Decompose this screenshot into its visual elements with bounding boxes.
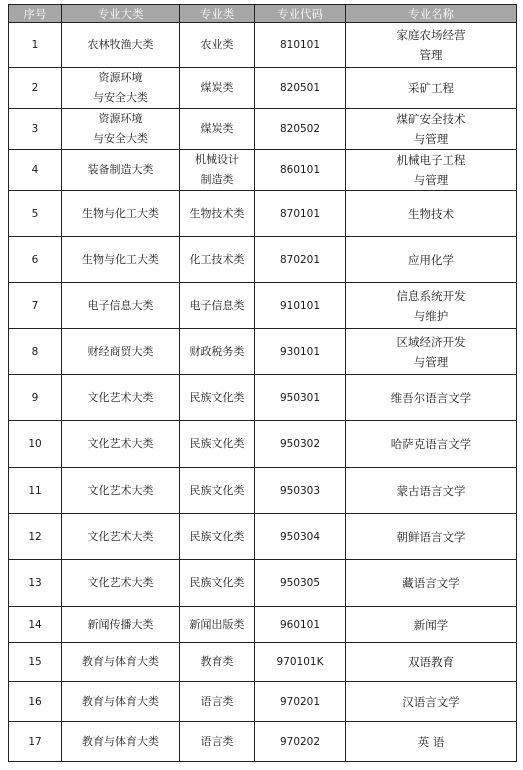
major-name-cell [346,329,517,375]
major-category-cell [62,150,180,191]
major-category-cell-line: 教育与体育大类 [82,655,159,668]
major-name-cell-line: 哈萨克语言文学 [390,437,472,451]
major-category-cell-line: 农林牧渔大类 [87,38,154,51]
major-category-cell-line: 教育与体育大类 [82,734,159,748]
table-row [9,109,517,150]
major-category-cell-line: 生物与化工大类 [82,206,159,220]
major-category-cell [62,329,180,375]
category-cell-line: 民族文化类 [189,529,245,543]
major-category-cell [62,191,180,237]
major-category-cell-line: 文化艺术大类 [87,576,154,589]
category-cell [180,643,255,682]
table-row [9,514,517,560]
major-name-cell [346,375,517,421]
major-name-cell [346,607,517,643]
major-category-cell [62,375,180,421]
code-cell: 820501 [255,68,346,109]
category-cell [180,283,255,329]
table-row [9,607,517,643]
major-name-cell-line: 煤矿安全技术 [396,112,466,126]
code-cell: 810101 [255,23,346,68]
category-cell-line: 电子信息类 [189,298,245,312]
table-row [9,560,517,607]
table-row [9,682,517,722]
major-name-cell-line: 双语教育 [408,655,454,669]
major-category-cell [62,68,180,109]
category-cell [180,329,255,375]
major-category-cell [62,560,180,607]
major-name-cell-line: 与维护 [413,308,449,323]
major-name-cell-line: 区域经济开发 [396,334,466,349]
category-cell-line: 民族文化类 [189,437,245,450]
major-category-cell [62,682,180,722]
major-category-cell-line: 生物与化工大类 [82,252,159,266]
serial-cell: 8 [9,329,62,375]
serial-cell: 6 [9,237,62,283]
category-cell-line: 新闻出版类 [189,617,245,631]
major-category-cell [62,283,180,329]
major-name-cell [346,237,517,283]
table-row [9,468,517,514]
header-row [9,5,517,23]
category-cell [180,375,255,421]
category-cell-line: 财政税务类 [189,344,245,358]
major-name-cell-line: 管理 [419,48,443,62]
major-category-cell-line: 资源环境 [98,112,143,125]
major-category-cell-line: 文化艺术大类 [87,529,154,543]
major-category-cell-line: 教育与体育大类 [82,694,159,708]
major-name-cell-line: 英 语 [417,734,445,749]
major-name-cell [346,514,517,560]
major-category-cell [62,607,180,643]
major-category-cell [62,643,180,682]
serial-cell: 16 [9,682,62,722]
table-row [9,237,517,283]
major-name-cell [346,468,517,514]
major-category-cell-line: 电子信息大类 [87,298,154,312]
serial-cell: 1 [9,23,62,68]
table-body [9,23,517,762]
major-category-cell [62,514,180,560]
major-name-cell-line: 藏语言文学 [402,576,460,590]
serial-cell: 3 [9,109,62,150]
table-row [9,643,517,682]
major-category-cell-line: 与安全大类 [93,91,148,104]
code-cell: 970202 [255,722,346,762]
major-category-cell [62,237,180,283]
category-cell [180,23,255,68]
category-cell-line: 教育类 [200,655,234,668]
major-name-cell [346,283,517,329]
major-category-cell [62,421,180,468]
serial-cell: 17 [9,722,62,762]
header-name: 专业名称 [346,5,517,23]
serial-cell: 4 [9,150,62,191]
category-cell [180,421,255,468]
category-cell [180,514,255,560]
major-category-cell [62,109,180,150]
serial-cell: 9 [9,375,62,421]
code-cell: 970101K [255,643,346,682]
code-cell: 910101 [255,283,346,329]
category-cell [180,237,255,283]
code-cell: 950302 [255,421,346,468]
major-name-cell-line: 维吾尔语言文学 [390,390,472,405]
header-category: 专业类 [180,5,255,23]
major-name-cell [346,23,517,68]
serial-cell: 11 [9,468,62,514]
major-category-cell [62,722,180,762]
major-category-cell-line: 文化艺术大类 [87,390,154,404]
table-row [9,283,517,329]
table-row [9,375,517,421]
major-name-cell [346,68,517,109]
major-category-cell-line: 文化艺术大类 [87,483,154,497]
code-cell: 970201 [255,682,346,722]
category-cell [180,109,255,150]
header-code: 专业代码 [255,5,346,23]
serial-cell: 7 [9,283,62,329]
major-category-cell-line: 新闻传播大类 [87,617,154,631]
major-name-cell [346,560,517,607]
table-row [9,68,517,109]
category-cell-line: 农业类 [200,38,234,51]
category-cell-line: 煤炭类 [200,122,234,135]
major-name-cell-line: 与管理 [413,132,449,146]
table-row [9,722,517,762]
code-cell: 930101 [255,329,346,375]
code-cell: 960101 [255,607,346,643]
major-category-cell-line: 财经商贸大类 [87,344,154,358]
major-category-cell [62,23,180,68]
code-cell: 950303 [255,468,346,514]
serial-cell: 10 [9,421,62,468]
major-name-cell-line: 生物技术 [408,206,454,221]
serial-cell: 15 [9,643,62,682]
major-name-cell [346,682,517,722]
major-name-cell [346,643,517,682]
major-name-cell-line: 家庭农场经营 [396,28,466,42]
table-row [9,421,517,468]
major-name-cell [346,109,517,150]
table-row [9,23,517,68]
serial-cell: 12 [9,514,62,560]
major-category-cell-line: 文化艺术大类 [87,437,154,450]
major-name-cell-line: 蒙古语言文学 [396,483,466,498]
category-cell-line: 民族文化类 [189,390,245,404]
major-name-cell-line: 采矿工程 [408,81,454,95]
code-cell: 860101 [255,150,346,191]
major-name-cell-line: 汉语言文学 [402,694,460,709]
table-row [9,329,517,375]
serial-cell: 13 [9,560,62,607]
major-name-cell-line: 应用化学 [408,252,454,267]
category-cell-line: 制造类 [200,173,234,186]
category-cell [180,191,255,237]
category-cell-line: 民族文化类 [189,483,245,497]
category-cell [180,468,255,514]
major-name-cell-line: 机械电子工程 [396,153,466,167]
major-name-cell-line: 朝鲜语言文学 [396,529,466,544]
category-cell-line: 民族文化类 [189,576,245,589]
code-cell: 870101 [255,191,346,237]
category-cell-line: 语言类 [200,734,234,748]
category-cell [180,68,255,109]
category-cell [180,722,255,762]
serial-cell: 14 [9,607,62,643]
major-name-cell-line: 与管理 [413,354,449,369]
major-category-cell [62,468,180,514]
major-table [8,4,517,762]
category-cell-line: 化工技术类 [189,252,245,266]
code-cell: 870201 [255,237,346,283]
major-name-cell-line: 信息系统开发 [396,288,466,303]
major-category-cell-line: 资源环境 [98,71,143,84]
code-cell: 820502 [255,109,346,150]
serial-cell: 5 [9,191,62,237]
code-cell: 950304 [255,514,346,560]
code-cell: 950305 [255,560,346,607]
table-row [9,191,517,237]
major-name-cell [346,150,517,191]
category-cell-line: 生物技术类 [189,206,245,220]
category-cell-line: 煤炭类 [200,81,234,94]
major-category-cell-line: 与安全大类 [93,132,148,145]
category-cell [180,607,255,643]
major-name-cell [346,191,517,237]
category-cell [180,150,255,191]
major-name-cell [346,722,517,762]
major-name-cell-line: 与管理 [413,173,449,187]
category-cell [180,560,255,607]
header-serial: 序号 [9,5,62,23]
header-major-category: 专业大类 [62,5,180,23]
major-name-cell-line: 新闻学 [413,617,449,632]
category-cell-line: 机械设计 [195,153,239,166]
major-name-cell [346,421,517,468]
category-cell-line: 语言类 [200,694,234,708]
major-category-cell-line: 装备制造大类 [87,163,154,176]
code-cell: 950301 [255,375,346,421]
category-cell [180,682,255,722]
serial-cell: 2 [9,68,62,109]
table-row [9,150,517,191]
